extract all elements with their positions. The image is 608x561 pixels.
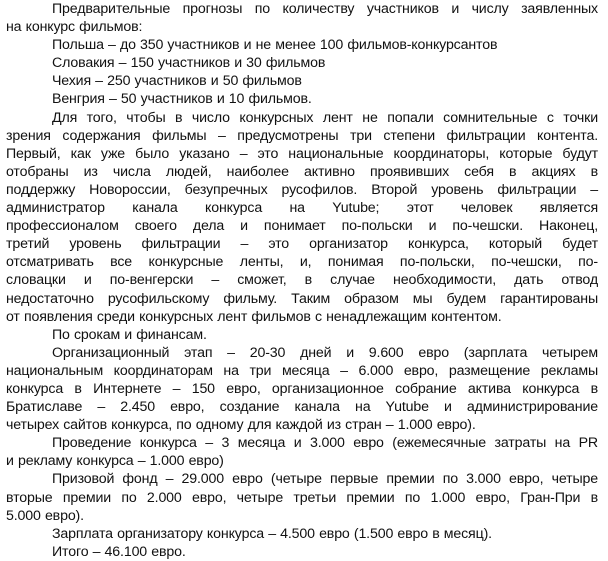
text-line: Проведение конкурса – 3 месяца и 3.000 евро (ежемесячные затраты на PR [52, 435, 598, 452]
text-line: недостаточно русофильскому фильму. Таким образом мы будем гарантированы [6, 290, 598, 307]
document-page [6, 0, 598, 561]
text-line: на конкурс фильмов: [6, 19, 143, 36]
text-line: Предварительные прогнозы по количеству участников и числу заявленных [52, 1, 598, 17]
filtering-paragraph [6, 109, 598, 326]
intro-paragraph [6, 0, 598, 36]
org-stage-paragraph [6, 344, 598, 434]
text-line: профессионалом своего дела и понимает по-польски и по-чешски. Наконец, [6, 218, 598, 235]
total-line: Итого – 46.100 евро. [52, 543, 186, 560]
text-line: национальным координаторам на три месяца – 6.000 евро, размещение рекламы [6, 362, 598, 379]
text-line: Призовой фонд – 29.000 евро (четыре первые премии по 3.000 евро, четыре [52, 471, 598, 488]
text-line: третий уровень фильтрации – это организатор конкурса, который будет [6, 236, 598, 253]
text-line: четырех сайтов конкурса, по одному для каждой из стран – 1.000 евро). [6, 417, 476, 434]
finance-heading: По срокам и финансам. [52, 326, 207, 343]
text-line: конкурса в Интернете – 150 евро, организационное собрание актива конкурса в [6, 380, 598, 397]
text-line: отсматривать все конкурсные ленты, и, понимая по-польски, по-чешски, по- [6, 254, 598, 271]
text-line: Для того, чтобы в число конкурсных лент не попали сомнительные с точки [52, 109, 598, 126]
salary-line: Зарплата организатору конкурса – 4.500 евро (1.500 евро в месяц). [52, 525, 492, 542]
text-line: поддержку Новороссии, безупречных русофилов. Второй уровень фильтрации – [6, 181, 598, 198]
text-line: зрения содержания фильмы – предусмотрены три степени фильтрации контента. [6, 127, 598, 144]
text-line: от появления среди конкурсных лент фильмов с ненадлежащим контентом. [6, 308, 502, 325]
text-line: Первый, как уже было указано – это национальные координаторы, которые будут [6, 145, 598, 162]
prize-paragraph [6, 470, 598, 524]
text-line: администратор канала конкурса на Yutube; этот человек является [6, 200, 598, 217]
text-line: Организационный этап – 20-30 дней и 9.600 евро (зарплата четырем [52, 344, 598, 361]
forecast-item-czechia: Чехия – 250 участников и 50 фильмов [52, 73, 302, 90]
text-line: 5.000 евро). [6, 507, 84, 524]
forecast-item-hungary: Венгрия – 50 участников и 10 фильмов. [52, 91, 312, 108]
forecast-item-slovakia: Словакия – 150 участников и 30 фильмов [52, 55, 326, 72]
forecast-list [6, 36, 598, 108]
text-line: вторые премии по 2.000 евро, четыре третьи премии по 1.000 евро, Гран-При в [6, 489, 598, 506]
forecast-item-poland: Польша – до 350 участников и не менее 100 фильмов-конкурсантов [52, 37, 498, 54]
text-line: отобраны из числа людей, наиболее активно проявивших себя в акциях в [6, 163, 598, 180]
text-line: и рекламу конкурса – 1.000 евро) [6, 453, 224, 470]
text-line: словацки и по-венгерски – сможет, в случае необходимости, дать отвод [6, 272, 598, 289]
text-line: Братиславе – 2.450 евро, создание канала на Yutube и администрирование [6, 399, 598, 416]
contest-paragraph [6, 434, 598, 470]
